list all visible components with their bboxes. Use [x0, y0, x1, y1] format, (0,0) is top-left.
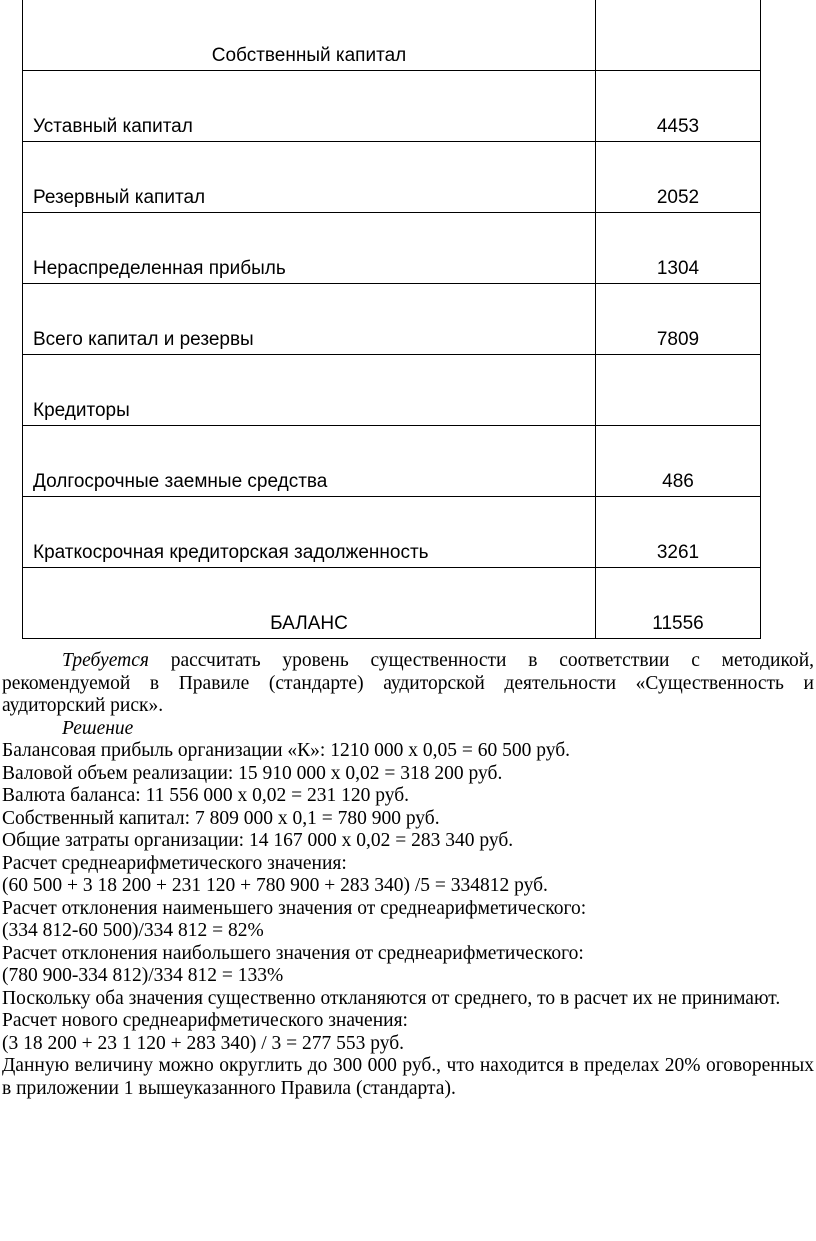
- table-total-row: [23, 568, 761, 639]
- solution-line: Валовой объем реализации: 15 910 000 х 0,02 = 318 200 руб.: [2, 762, 503, 784]
- row-value: 3261: [596, 497, 761, 568]
- solution-line: Собственный капитал: 7 809 000 х 0,1 = 780 900 руб.: [2, 807, 440, 829]
- solution-line: (3 18 200 + 23 1 120 + 283 340) / 3 = 277 553 руб.: [2, 1032, 405, 1054]
- solution-line: Балансовая прибыль организации «К»: 1210 000 х 0,05 = 60 500 руб.: [2, 740, 570, 761]
- table-row: [23, 142, 761, 213]
- row-value: [596, 355, 761, 426]
- table-header-row: [23, 0, 761, 71]
- section-header-equity: Собственный капитал: [23, 0, 596, 71]
- solution-line: (334 812-60 500)/334 812 = 82%: [2, 920, 264, 941]
- row-label: Резервный капитал: [23, 142, 596, 213]
- solution-line: (60 500 + 3 18 200 + 231 120 + 780 900 + 283 340) /5 = 334812 руб.: [2, 875, 548, 896]
- balance-table: [22, 0, 761, 639]
- row-label: Кредиторы: [23, 355, 596, 426]
- solution-line: Расчет среднеарифметического значения:: [2, 852, 347, 874]
- table-row: [23, 355, 761, 426]
- solution-line: Расчет нового среднеарифметического значения:: [2, 1010, 408, 1031]
- solution-line: Расчет отклонения наименьшего значения от среднеарифметического:: [2, 897, 587, 919]
- solution-line: Валюта баланса: 11 556 000 х 0,02 = 231 120 руб.: [2, 785, 410, 806]
- row-value: 4453: [596, 71, 761, 142]
- task-paragraph: [2, 650, 814, 718]
- row-value: 486: [596, 426, 761, 497]
- row-label: Краткосрочная кредиторская задолженность: [23, 497, 596, 568]
- total-value: 11556: [596, 568, 761, 639]
- table-row: [23, 497, 761, 568]
- table-row: [23, 426, 761, 497]
- solution-line: Поскольку оба значения существенно откланяются от среднего, то в расчет их не принимают.: [2, 987, 781, 1009]
- row-value: 2052: [596, 142, 761, 213]
- row-label: Нераспределенная прибыль: [23, 213, 596, 284]
- solution-heading: Решение: [62, 717, 134, 739]
- solution-line: Общие затраты организации: 14 167 000 х 0,02 = 283 340 руб.: [2, 830, 514, 851]
- table-cell-empty: [596, 0, 761, 71]
- table-row: [23, 284, 761, 355]
- row-value: 1304: [596, 213, 761, 284]
- task-text: рассчитать уровень существенности в соответствии с методикой, рекомендуемой в Правиле (стандарте) аудиторской деятельности «Существенность и аудиторский риск».: [2, 650, 814, 716]
- row-label: Долгосрочные заемные средства: [23, 426, 596, 497]
- solution-text: [2, 650, 814, 1100]
- solution-line: (780 900-334 812)/334 812 = 133%: [2, 965, 284, 986]
- row-label: Всего капитал и резервы: [23, 284, 596, 355]
- row-value: 7809: [596, 284, 761, 355]
- row-label: Уставный капитал: [23, 71, 596, 142]
- total-label: БАЛАНС: [23, 568, 596, 639]
- solution-line: Расчет отклонения наибольшего значения от среднеарифметического:: [2, 942, 584, 964]
- table-row: [23, 213, 761, 284]
- solution-line: Данную величину можно округлить до 300 000 руб., что находится в пределах 20% оговоренных в приложении 1 вышеуказанного Правила (стандарта).: [2, 1055, 814, 1099]
- table-row: [23, 71, 761, 142]
- task-lead: Требуется: [62, 650, 149, 671]
